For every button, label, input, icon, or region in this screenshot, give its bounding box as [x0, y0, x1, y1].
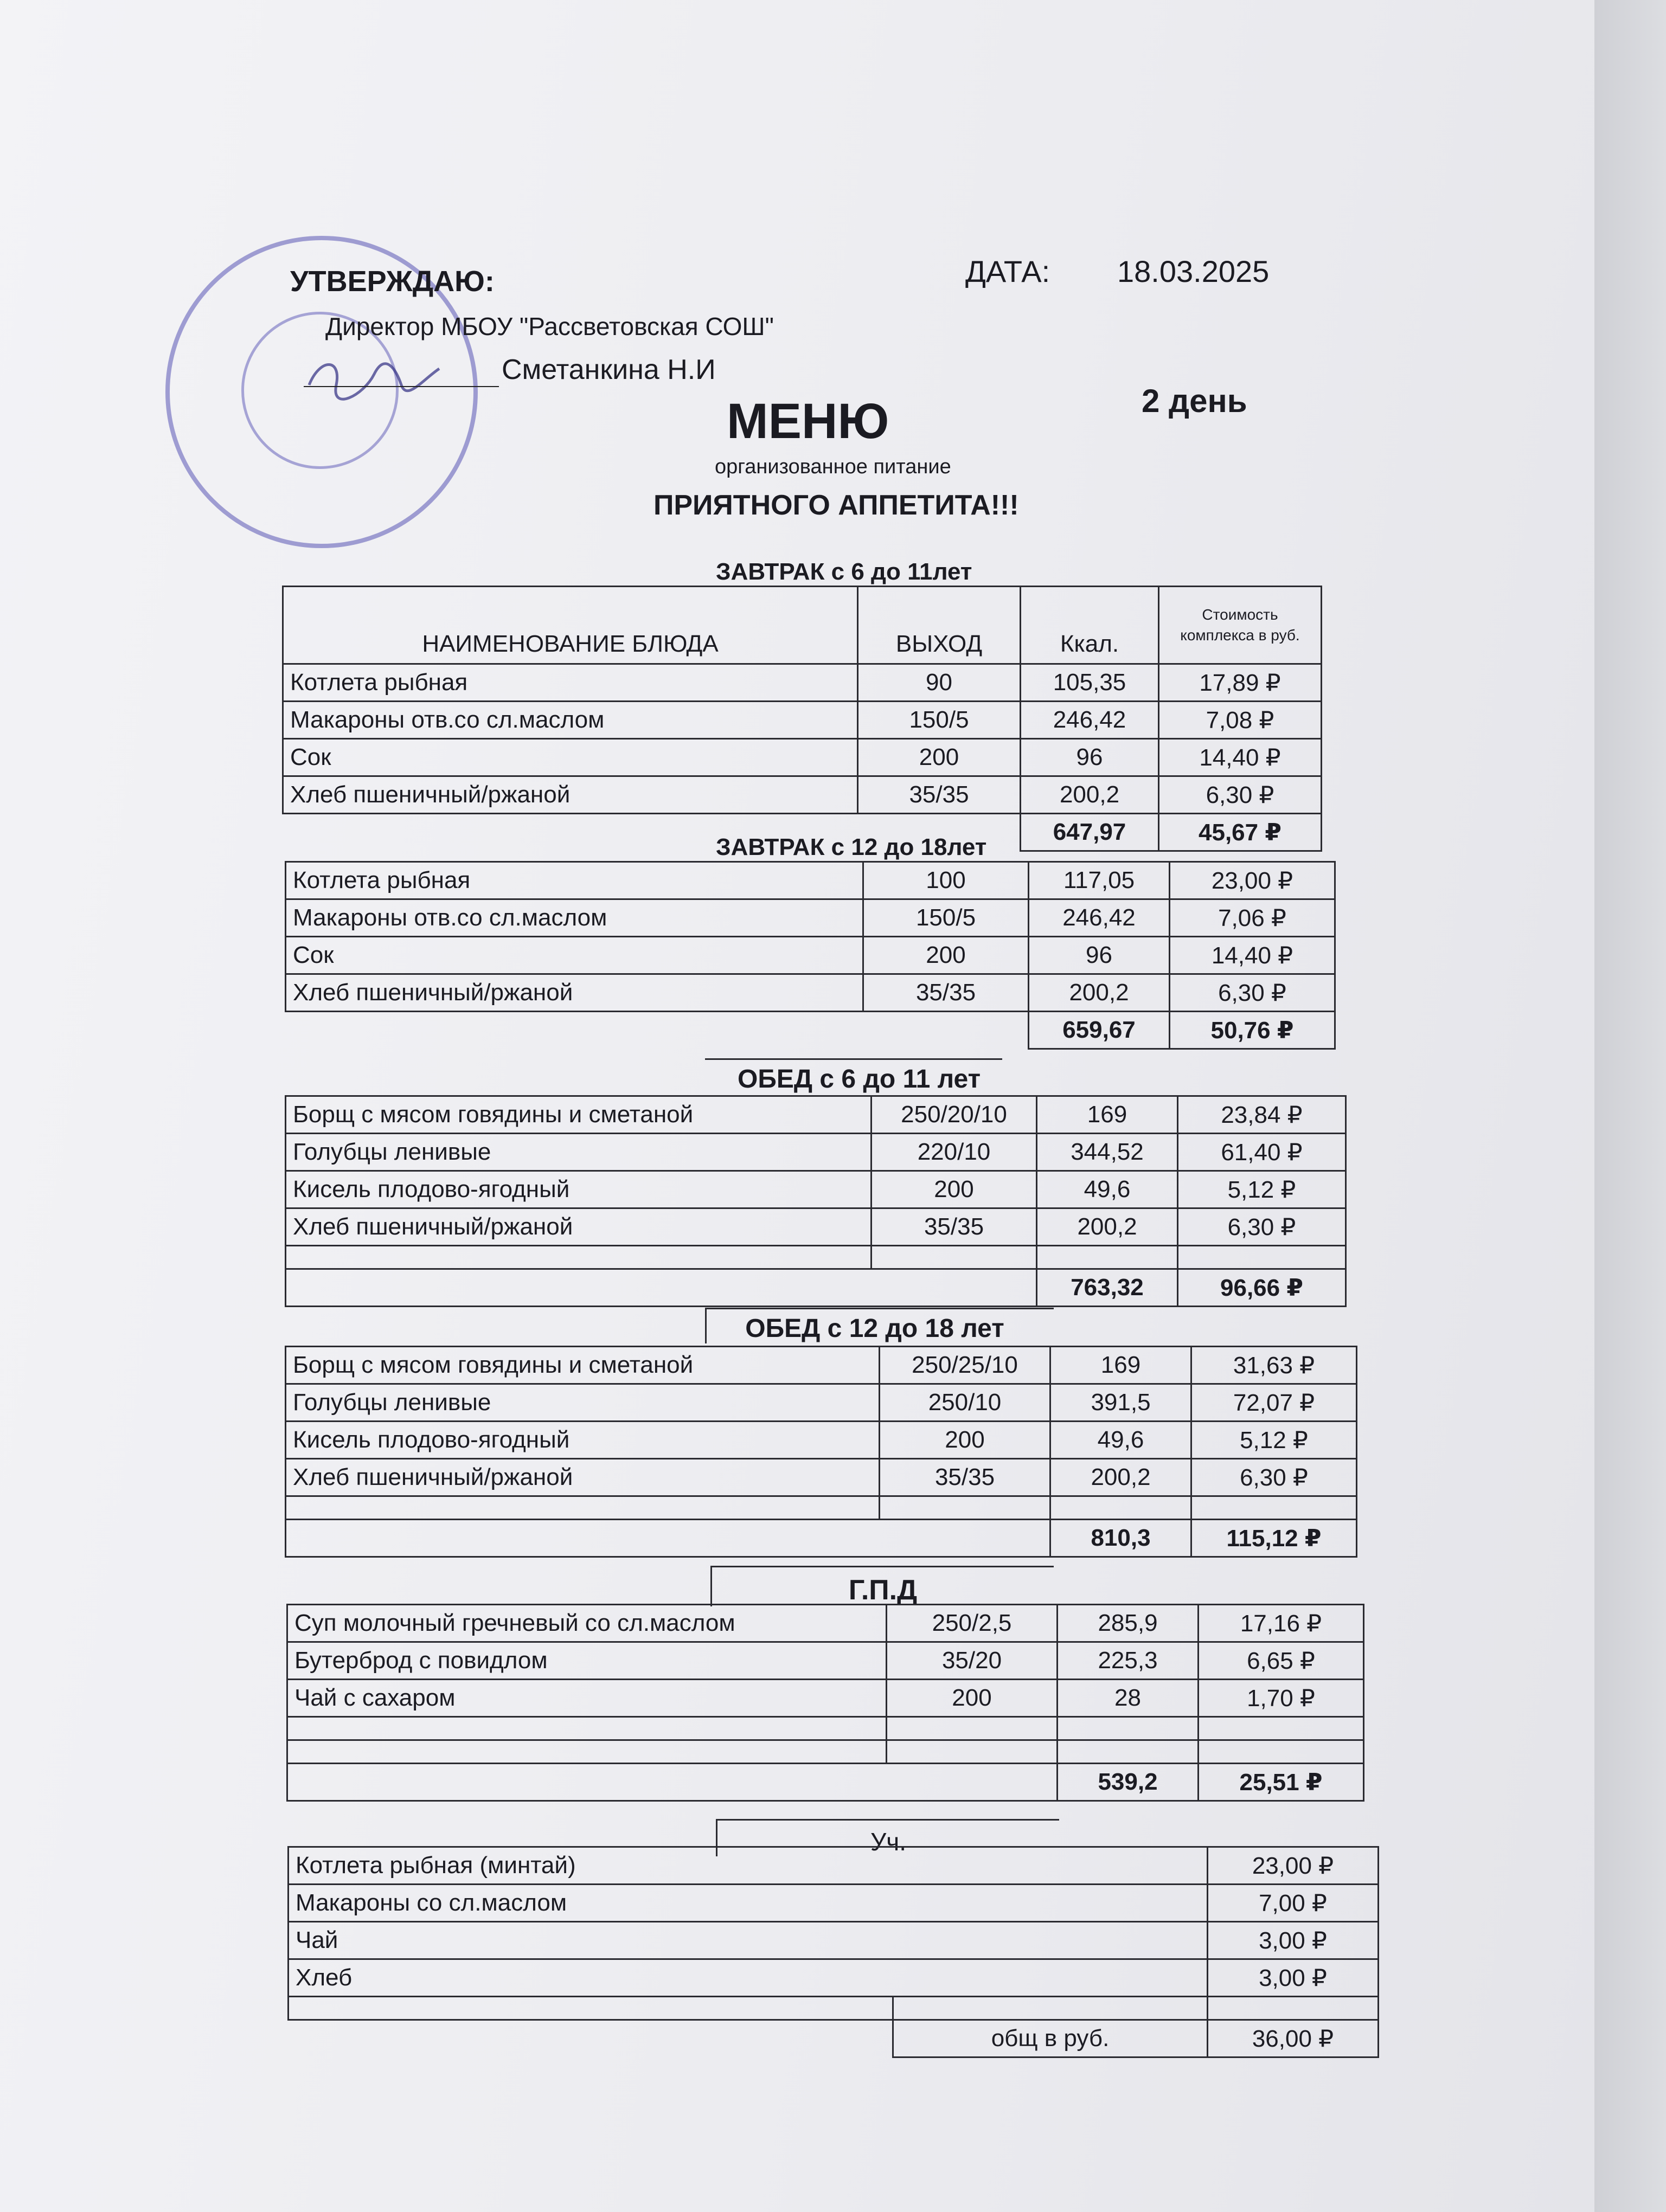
dish-cost: 3,00 ₽ [1208, 1922, 1379, 1959]
dish-yield: 200 [880, 1422, 1050, 1459]
table-gpd [286, 1604, 1364, 1802]
dish-kcal: 200,2 [1050, 1459, 1191, 1496]
dish-cost: 17,89 ₽ [1159, 664, 1322, 702]
dish-kcal: 169 [1050, 1347, 1191, 1384]
approve-label: УТВЕРЖДАЮ: [290, 265, 495, 298]
total-cost: 50,76 ₽ [1170, 1012, 1335, 1049]
dish-name: Сок [286, 937, 863, 974]
table-row [286, 1422, 1357, 1459]
table-row [287, 1605, 1364, 1642]
empty-row [289, 1997, 1379, 2020]
day-label: 2 день [1142, 383, 1247, 419]
col-header-cost: Стоимость комплекса в руб. [1159, 587, 1322, 664]
dish-yield: 220/10 [872, 1134, 1037, 1171]
table-row [286, 862, 1335, 899]
empty-cell [880, 1496, 1050, 1520]
bon-appetit: ПРИЯТНОГО АППЕТИТА!!! [653, 490, 1019, 521]
total-row [286, 1269, 1346, 1307]
signer-name: Сметанкина Н.И [502, 354, 716, 385]
dish-kcal: 96 [1021, 739, 1159, 776]
section-title-breakfast-12-18: ЗАВТРАК с 12 до 18лет [716, 834, 987, 860]
empty-cell [1050, 1496, 1191, 1520]
dish-cost: 23,84 ₽ [1178, 1096, 1346, 1134]
dish-name: Суп молочный гречневый со сл.маслом [287, 1605, 887, 1642]
dish-name: Хлеб [289, 1959, 1208, 1997]
dish-cost: 3,00 ₽ [1208, 1959, 1379, 1997]
dish-name: Котлета рыбная (минтай) [289, 1847, 1208, 1885]
empty-cell [893, 1997, 1208, 2020]
blank-cell [872, 1269, 1037, 1307]
table-row [286, 1384, 1357, 1422]
subtitle: организованное питание [715, 455, 951, 478]
date-label: ДАТА: [965, 254, 1050, 288]
table-row [287, 1680, 1364, 1717]
dish-name: Сок [283, 739, 858, 776]
table-row [286, 1208, 1346, 1246]
total-cost: 115,12 ₽ [1191, 1520, 1357, 1557]
dish-cost: 7,06 ₽ [1170, 899, 1335, 937]
dish-kcal: 344,52 [1037, 1134, 1178, 1171]
empty-cell [289, 1997, 893, 2020]
dish-cost: 6,30 ₽ [1170, 974, 1335, 1012]
total-cost: 45,67 ₽ [1159, 814, 1322, 851]
dish-yield: 35/20 [887, 1642, 1058, 1680]
empty-cell [286, 1246, 872, 1269]
total-cost: 96,66 ₽ [1178, 1269, 1346, 1307]
empty-row [286, 1496, 1357, 1520]
section-title-breakfast-6-11: ЗАВТРАК с 6 до 11лет [716, 558, 972, 585]
empty-cell [887, 1740, 1058, 1764]
table-header-row [283, 587, 1322, 664]
table-lunch-12-18 [285, 1346, 1357, 1558]
dish-name: Чай [289, 1922, 1208, 1959]
dish-name: Хлеб пшеничный/ржаной [283, 776, 858, 814]
signature-line [304, 386, 499, 387]
table-row [286, 1171, 1346, 1208]
table-breakfast-6-11 [282, 586, 1322, 852]
dish-cost: 17,16 ₽ [1199, 1605, 1364, 1642]
total-row [289, 2020, 1379, 2057]
dish-name: Макароны со сл.маслом [289, 1885, 1208, 1922]
blank-cell [286, 1012, 863, 1049]
total-row [286, 1520, 1357, 1557]
dish-yield: 200 [887, 1680, 1058, 1717]
dish-cost: 61,40 ₽ [1178, 1134, 1346, 1171]
dish-name: Макароны отв.со сл.маслом [286, 899, 863, 937]
dish-kcal: 49,6 [1050, 1422, 1191, 1459]
blank-cell [880, 1520, 1050, 1557]
desk-background [1594, 0, 1666, 2212]
dish-yield: 200 [872, 1171, 1037, 1208]
dish-kcal: 225,3 [1058, 1642, 1199, 1680]
dish-name: Макароны отв.со сл.маслом [283, 702, 858, 739]
dish-yield: 150/5 [863, 899, 1029, 937]
section-title-lunch-12-18: ОБЕД с 12 до 18 лет [705, 1308, 1054, 1343]
dish-cost: 23,00 ₽ [1170, 862, 1335, 899]
table-row [286, 1134, 1346, 1171]
dish-kcal: 200,2 [1037, 1208, 1178, 1246]
empty-cell [286, 1496, 880, 1520]
dish-name: Бутерброд с повидлом [287, 1642, 887, 1680]
table-lunch-6-11 [285, 1095, 1347, 1307]
total-row [286, 1012, 1335, 1049]
section-title-lunch-6-11: ОБЕД с 6 до 11 лет [705, 1058, 1002, 1094]
dish-cost: 6,30 ₽ [1178, 1208, 1346, 1246]
dish-name: Хлеб пшеничный/ржаной [286, 974, 863, 1012]
dish-yield: 250/2,5 [887, 1605, 1058, 1642]
dish-cost: 72,07 ₽ [1191, 1384, 1357, 1422]
director-line: Директор МБОУ "Рассветовская СОШ" [325, 312, 774, 340]
dish-kcal: 200,2 [1029, 974, 1170, 1012]
dish-cost: 7,00 ₽ [1208, 1885, 1379, 1922]
dish-yield: 200 [858, 739, 1021, 776]
empty-cell [287, 1740, 887, 1764]
signature-icon [304, 347, 445, 407]
dish-yield: 35/35 [872, 1208, 1037, 1246]
dish-cost: 14,40 ₽ [1170, 937, 1335, 974]
dish-kcal: 117,05 [1029, 862, 1170, 899]
dish-name: Чай с сахаром [287, 1680, 887, 1717]
dish-name: Хлеб пшеничный/ржаной [286, 1459, 880, 1496]
total-cost: 36,00 ₽ [1208, 2020, 1379, 2057]
dish-name: Котлета рыбная [283, 664, 858, 702]
dish-yield: 35/35 [858, 776, 1021, 814]
dish-cost: 5,12 ₽ [1191, 1422, 1357, 1459]
empty-cell [887, 1717, 1058, 1740]
table-row [286, 937, 1335, 974]
total-cost: 25,51 ₽ [1199, 1764, 1364, 1801]
dish-kcal: 246,42 [1029, 899, 1170, 937]
dish-cost: 6,30 ₽ [1191, 1459, 1357, 1496]
dish-name: Хлеб пшеничный/ржаной [286, 1208, 872, 1246]
dish-name: Голубцы ленивые [286, 1384, 880, 1422]
dish-cost: 5,12 ₽ [1178, 1171, 1346, 1208]
dish-kcal: 391,5 [1050, 1384, 1191, 1422]
total-row [287, 1764, 1364, 1801]
col-header-yield: ВЫХОД [858, 587, 1021, 664]
empty-cell [1058, 1717, 1199, 1740]
dish-yield: 35/35 [880, 1459, 1050, 1496]
table-row [283, 664, 1322, 702]
dish-name: Борщ с мясом говядины и сметаной [286, 1096, 872, 1134]
table-row [289, 1847, 1379, 1885]
blank-cell [289, 2020, 893, 2057]
total-label: общ в руб. [893, 2020, 1208, 2057]
empty-row [286, 1246, 1346, 1269]
empty-cell [287, 1717, 887, 1740]
dish-cost: 6,30 ₽ [1159, 776, 1322, 814]
dish-name: Голубцы ленивые [286, 1134, 872, 1171]
blank-cell [286, 1520, 880, 1557]
total-kcal: 659,67 [1029, 1012, 1170, 1049]
dish-kcal: 285,9 [1058, 1605, 1199, 1642]
empty-cell [1199, 1717, 1364, 1740]
dish-cost: 31,63 ₽ [1191, 1347, 1357, 1384]
col-header-name: НАИМЕНОВАНИЕ БЛЮДА [283, 587, 858, 664]
table-row [289, 1959, 1379, 1997]
date-value: 18.03.2025 [1117, 254, 1270, 288]
dish-cost: 1,70 ₽ [1199, 1680, 1364, 1717]
table-row [283, 702, 1322, 739]
dish-kcal: 105,35 [1021, 664, 1159, 702]
table-row [286, 1347, 1357, 1384]
table-row [286, 1459, 1357, 1496]
total-kcal: 763,32 [1037, 1269, 1178, 1307]
dish-kcal: 169 [1037, 1096, 1178, 1134]
dish-kcal: 200,2 [1021, 776, 1159, 814]
total-kcal: 647,97 [1021, 814, 1159, 851]
dish-cost: 6,65 ₽ [1199, 1642, 1364, 1680]
dish-name: Кисель плодово-ягодный [286, 1422, 880, 1459]
dish-cost: 7,08 ₽ [1159, 702, 1322, 739]
table-row [289, 1885, 1379, 1922]
dish-kcal: 246,42 [1021, 702, 1159, 739]
total-kcal: 810,3 [1050, 1520, 1191, 1557]
empty-cell [1037, 1246, 1178, 1269]
dish-yield: 250/25/10 [880, 1347, 1050, 1384]
dish-yield: 35/35 [863, 974, 1029, 1012]
blank-cell [287, 1764, 887, 1801]
empty-cell [872, 1246, 1037, 1269]
table-row [283, 739, 1322, 776]
table-row [289, 1922, 1379, 1959]
dish-kcal: 96 [1029, 937, 1170, 974]
dish-yield: 100 [863, 862, 1029, 899]
table-row [286, 974, 1335, 1012]
col-header-kcal: Ккал. [1021, 587, 1159, 664]
empty-row [287, 1717, 1364, 1740]
total-kcal: 539,2 [1058, 1764, 1199, 1801]
empty-row [287, 1740, 1364, 1764]
dish-name: Котлета рыбная [286, 862, 863, 899]
empty-cell [1208, 1997, 1379, 2020]
table-row [286, 1096, 1346, 1134]
empty-cell [1058, 1740, 1199, 1764]
dish-yield: 250/20/10 [872, 1096, 1037, 1134]
section-title-gpd: Г.П.Д [710, 1566, 1054, 1606]
dish-kcal: 49,6 [1037, 1171, 1178, 1208]
empty-cell [1191, 1496, 1357, 1520]
blank-cell [887, 1764, 1058, 1801]
page-title: МЕНЮ [727, 394, 889, 449]
dish-yield: 90 [858, 664, 1021, 702]
dish-name: Кисель плодово-ягодный [286, 1171, 872, 1208]
dish-yield: 250/10 [880, 1384, 1050, 1422]
table-row [286, 899, 1335, 937]
dish-yield: 200 [863, 937, 1029, 974]
table-row [287, 1642, 1364, 1680]
table-teachers [287, 1846, 1379, 2058]
empty-cell [1199, 1740, 1364, 1764]
blank-cell [286, 1269, 872, 1307]
dish-kcal: 28 [1058, 1680, 1199, 1717]
dish-yield: 150/5 [858, 702, 1021, 739]
section-title-teachers: Уч. [716, 1819, 1059, 1856]
dish-cost: 14,40 ₽ [1159, 739, 1322, 776]
dish-name: Борщ с мясом говядины и сметаной [286, 1347, 880, 1384]
table-row [283, 776, 1322, 814]
blank-cell [863, 1012, 1029, 1049]
dish-cost: 23,00 ₽ [1208, 1847, 1379, 1885]
table-breakfast-12-18 [285, 861, 1336, 1050]
empty-cell [1178, 1246, 1346, 1269]
